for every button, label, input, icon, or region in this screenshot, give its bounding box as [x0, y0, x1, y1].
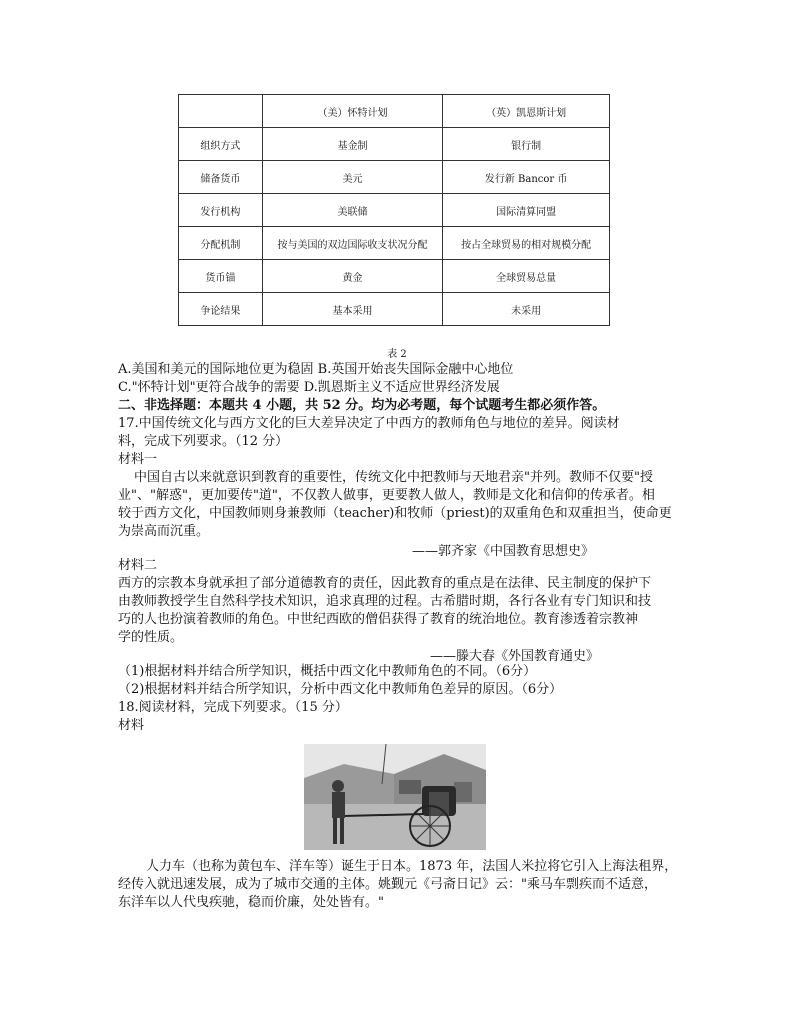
- table-cell: 争论结果: [179, 293, 263, 326]
- table-header-cell: [179, 95, 263, 128]
- q18-paragraph-line: 东洋车以人代曳疾驰，稳而价廉，处处皆有。": [118, 895, 384, 910]
- table-cell: 发行机构: [179, 194, 263, 227]
- table-header-row: [179, 95, 610, 128]
- q18-material-label: 材料: [118, 718, 145, 733]
- material-1-line: 为崇高而沉重。: [118, 524, 210, 539]
- material-2-line: 由教师教授学生自然科学技术知识，追求真理的过程。古希腊时期，各行各业有专门知识和技: [118, 594, 652, 609]
- table-cell: 基本采用: [262, 293, 442, 326]
- comparison-table: [178, 94, 610, 326]
- table-cell: 货币锚: [179, 260, 263, 293]
- table-row: [179, 260, 610, 293]
- option-line-ab: A.美国和美元的国际地位更为稳固 B.英国开始丧失国际金融中心地位: [118, 362, 514, 377]
- table-cell: 按占全球贸易的相对规模分配: [443, 227, 610, 260]
- material-2-source: ——滕大春《外国教育通史》: [430, 649, 600, 664]
- table-cell: 基金制: [262, 128, 442, 161]
- table-caption: 表 2: [387, 349, 407, 360]
- table-cell: 发行新 Bancor 币: [443, 161, 610, 194]
- table-cell: 组织方式: [179, 128, 263, 161]
- table-header-cell: （美）怀特计划: [262, 95, 442, 128]
- option-line-cd: C."怀特计划"更符合战争的需要 D.凯恩斯主义不适应世界经济发展: [118, 380, 500, 395]
- q18-intro: 18.阅读材料，完成下列要求。（15 分）: [118, 700, 348, 715]
- material-1-line: 业"、"解惑"，更加要传"道"，不仅教人做事，更要教人做人，教师是文化和信仰的传承者。相: [118, 488, 655, 503]
- material-1-label: 材料一: [118, 452, 158, 467]
- table-row: [179, 161, 610, 194]
- material-1-line: 较于西方文化，中国教师则身兼教师（teacher)和牧师（priest)的双重角色和双重担当，使命更: [118, 506, 672, 521]
- table-cell: 美元: [262, 161, 442, 194]
- material-2-label: 材料二: [118, 558, 158, 573]
- table-row: [179, 227, 610, 260]
- table-cell: 按与美国的双边国际收支状况分配: [262, 227, 442, 260]
- q18-paragraph-line: 经传入就迅速发展，成为了城市交通的主体。姚觐元《弓斋日记》云："乘马车剽疾而不适意，: [118, 877, 657, 892]
- section-heading: 二、非选择题：本题共 4 小题，共 52 分。均为必考题，每个试题考生都必须作答。: [118, 398, 606, 413]
- q17-intro-1: 17.中国传统文化与西方文化的巨大差异决定了中西方的教师角色与地位的差异。阅读材: [118, 416, 620, 431]
- table-row: [179, 194, 610, 227]
- material-2-line: 西方的宗教本身就承担了部分道德教育的责任，因此教育的重点是在法律、民主制度的保护下: [118, 576, 652, 591]
- q17-subquestion-1: （1)根据材料并结合所学知识，概括中西文化中教师角色的不同。（6分）: [118, 664, 537, 679]
- table-cell: 国际清算同盟: [443, 194, 610, 227]
- q17-subquestion-2: （2)根据材料并结合所学知识，分析中西文化中教师角色差异的原因。（6分）: [118, 682, 563, 697]
- table-row: [179, 293, 610, 326]
- table-cell: 美联储: [262, 194, 442, 227]
- table-cell: 银行制: [443, 128, 610, 161]
- material-2-line: 巧的人也扮演着教师的角色。中世纪西欧的僧侣获得了教育的统治地位。教育渗透着宗教神: [118, 612, 639, 627]
- rickshaw-illustration: [304, 744, 486, 850]
- table-cell: 储备货币: [179, 161, 263, 194]
- table-header-cell: （英）凯恩斯计划: [443, 95, 610, 128]
- table-cell: 未采用: [443, 293, 610, 326]
- table-cell: 分配机制: [179, 227, 263, 260]
- q17-intro-2: 料，完成下列要求。（12 分）: [118, 434, 289, 449]
- material-2-line: 学的性质。: [118, 630, 184, 645]
- table-cell: 黄金: [262, 260, 442, 293]
- rickshaw-photo: [304, 744, 486, 850]
- material-1-line: 中国自古以来就意识到教育的重要性，传统文化中把教师与天地君亲"并列。教师不仅要"授: [134, 470, 653, 485]
- material-1-source: ——郭齐家《中国教育思想史》: [412, 544, 595, 559]
- table-row: [179, 128, 610, 161]
- table-cell: 全球贸易总量: [443, 260, 610, 293]
- q18-paragraph-line: 人力车（也称为黄包车、洋车等）诞生于日本。1873 年，法国人米拉将它引入上海法租界，: [146, 859, 678, 874]
